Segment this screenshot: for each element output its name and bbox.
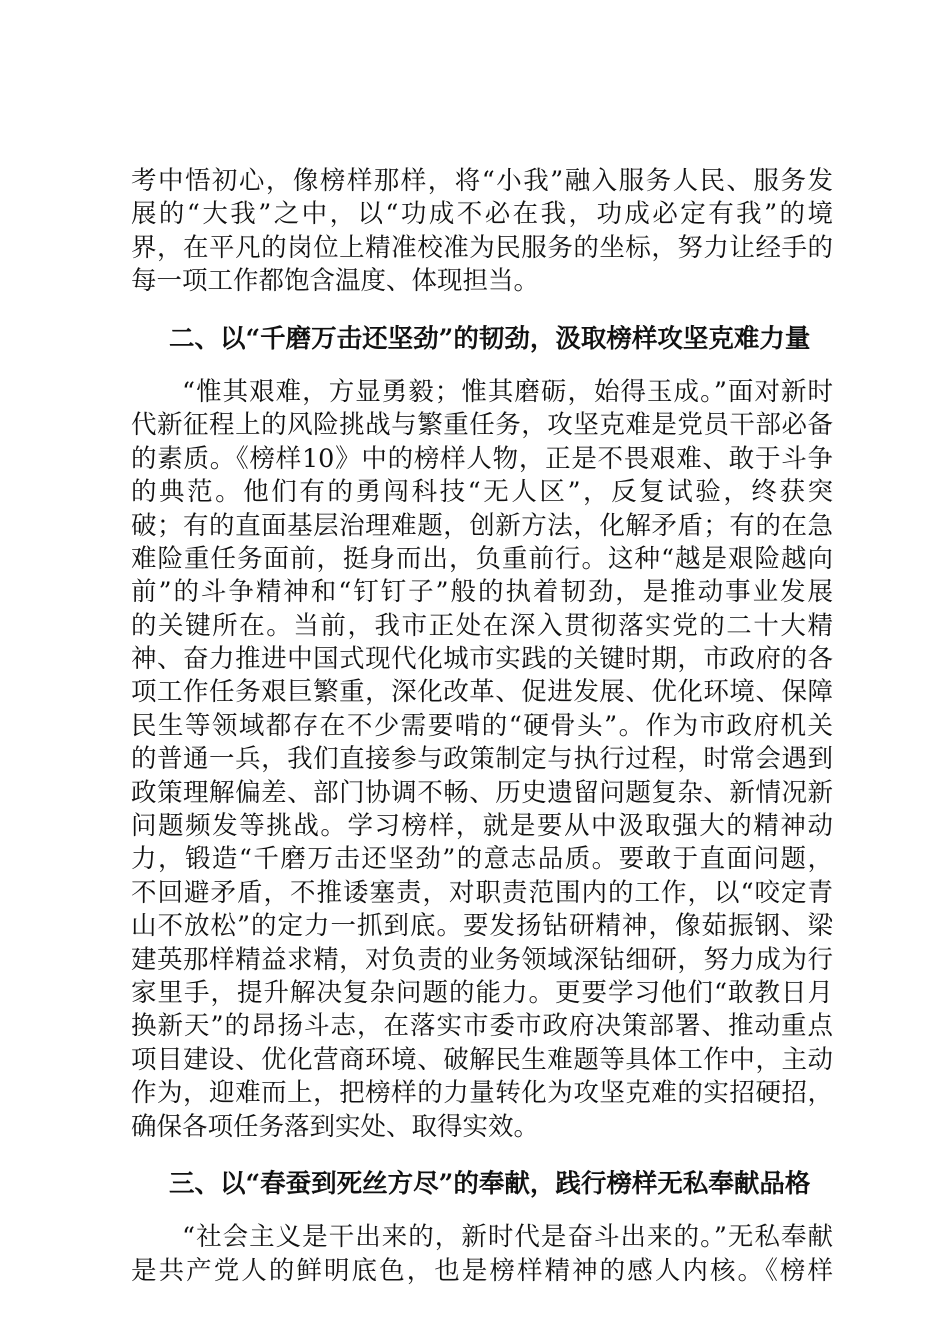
text-line: 政策理解偏差、部门协调不畅、历史遗留问题复杂、新情况新 — [131, 777, 833, 808]
text-line: 展的“大我”之中，以“功成不必在我，功成必定有我”的境 — [131, 199, 833, 230]
text-line: 确保各项任务落到实处、取得实效。 — [131, 1111, 540, 1142]
text-line: 神、奋力推进中国式现代化城市实践的关键时期，市政府的各 — [131, 644, 833, 675]
text-line: 的普通一兵，我们直接参与政策制定与执行过程，时常会遇到 — [131, 744, 833, 775]
text-line: 难险重任务面前，挺身而出，负重前行。这种“越是艰险越向 — [131, 543, 833, 574]
text-line: 界，在平凡的岗位上精准校准为民服务的坐标，努力让经手的 — [131, 232, 833, 263]
text-line: 前”的斗争精神和“钉钉子”般的执着韧劲，是推动事业发展 — [131, 577, 833, 608]
section-heading-3: 三、以“春蚕到死丝方尽”的奉献，践行榜样无私奉献品格 — [169, 1168, 811, 1199]
paragraph-3 — [131, 1221, 833, 1288]
text-line: 项目建设、优化营商环境、破解民生难题等具体工作中，主动 — [131, 1044, 833, 1075]
section-heading-2: 二、以“千磨万击还坚劲”的韧劲，汲取榜样攻坚克难力量 — [169, 323, 811, 354]
text-line: 民生等领域都存在不少需要啃的“硬骨头”。作为市政府机关 — [131, 710, 833, 741]
document-page — [131, 165, 833, 1288]
text-line: “社会主义是干出来的，新时代是奋斗出来的。”无私奉献 — [182, 1222, 833, 1253]
text-line: 的典范。他们有的勇闯科技“无人区”，反复试验，终获突 — [131, 477, 833, 508]
paragraph-1 — [131, 165, 833, 299]
text-line: 的素质。《榜样10》中的榜样人物，正是不畏艰难、敢于斗争 — [131, 443, 833, 474]
text-line: 山不放松”的定力一抓到底。要发扬钻研精神，像茹振钢、梁 — [131, 911, 833, 942]
text-line: 每一项工作都饱含温度、体现担当。 — [131, 266, 540, 297]
text-line: “惟其艰难，方显勇毅；惟其磨砺，始得玉成。”面对新时 — [182, 376, 833, 407]
text-line: 代新征程上的风险挑战与繁重任务，攻坚克难是党员干部必备 — [131, 410, 833, 441]
text-line: 不回避矛盾，不推诿塞责，对职责范围内的工作，以“咬定青 — [131, 877, 833, 908]
text-line: 的关键所在。当前，我市正处在深入贯彻落实党的二十大精 — [131, 610, 833, 641]
text-line: 力，锻造“千磨万击还坚劲”的意志品质。要敢于直面问题， — [131, 844, 833, 875]
text-line: 家里手，提升解决复杂问题的能力。更要学习他们“敢教日月 — [131, 977, 833, 1008]
text-line: 建英那样精益求精，对负责的业务领域深钻细研，努力成为行 — [131, 944, 833, 975]
text-line: 作为，迎难而上，把榜样的力量转化为攻坚克难的实招硬招， — [131, 1078, 833, 1109]
text-line: 问题频发等挑战。学习榜样，就是要从中汲取强大的精神动 — [131, 811, 833, 842]
text-line: 是共产党人的鲜明底色，也是榜样精神的感人内核。《榜样 — [131, 1255, 833, 1286]
text-line: 换新天”的昂扬斗志，在落实市委市政府决策部署、推动重点 — [131, 1011, 833, 1042]
paragraph-2 — [131, 376, 833, 1144]
text-line: 破；有的直面基层治理难题，创新方法，化解矛盾；有的在急 — [131, 510, 833, 541]
text-line: 考中悟初心，像榜样那样，将“小我”融入服务人民、服务发 — [131, 166, 833, 196]
text-line: 项工作任务艰巨繁重，深化改革、促进发展、优化环境、保障 — [131, 677, 833, 708]
